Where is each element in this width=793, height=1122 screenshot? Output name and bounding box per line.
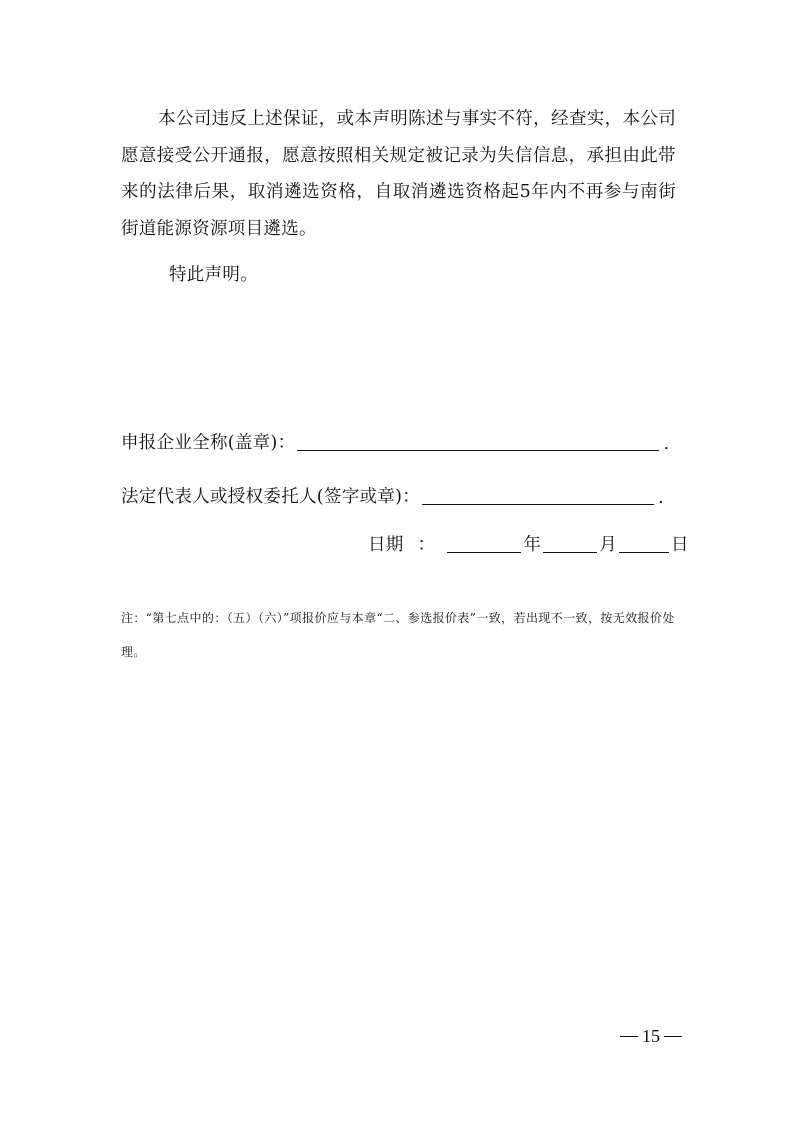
page-number-dash-left [620,1036,638,1037]
date-day-blank[interactable] [619,530,669,553]
declaration-closing: 特此声明。 [169,265,258,285]
date-month-blank[interactable] [543,530,597,553]
applicant-name-label: 申报企业全称(盖章)： [121,433,296,453]
applicant-name-blank[interactable] [297,428,659,451]
date-row [368,526,689,556]
representative-period: . [658,488,664,508]
date-year-blank[interactable] [447,530,521,553]
page-number-dash-right [664,1036,682,1037]
page-number [616,1026,686,1047]
representative-label: 法定代表人或授权委托人(签字或章)： [121,487,421,507]
applicant-name-period: . [663,434,670,454]
page-number-value: 15 [642,1026,660,1046]
date-colon: ： [417,535,436,555]
representative-row [121,478,664,508]
representative-blank[interactable] [422,482,654,505]
footnote: 注：“第七点中的：（五）（六）”项报价应与本章“二、参选报价表”一致，若出现不一致，按无效报价处理。 [121,611,675,659]
date-day-label: 日 [671,535,689,555]
applicant-name-row [121,424,669,454]
date-month-label: 月 [599,535,618,555]
date-year-label: 年 [523,535,542,555]
declaration-paragraph: 本公司违反上述保证，或本声明陈述与事实不符，经查实，本公司愿意接受公开通报，愿意按照相关规定被记录为失信信息，承担由此带来的法律后果，取消遴选资格，自取消遴选资格起5年内不再参与南街街道能源资源项目遴选。 [121,109,676,239]
date-label: 日期 [368,535,404,555]
